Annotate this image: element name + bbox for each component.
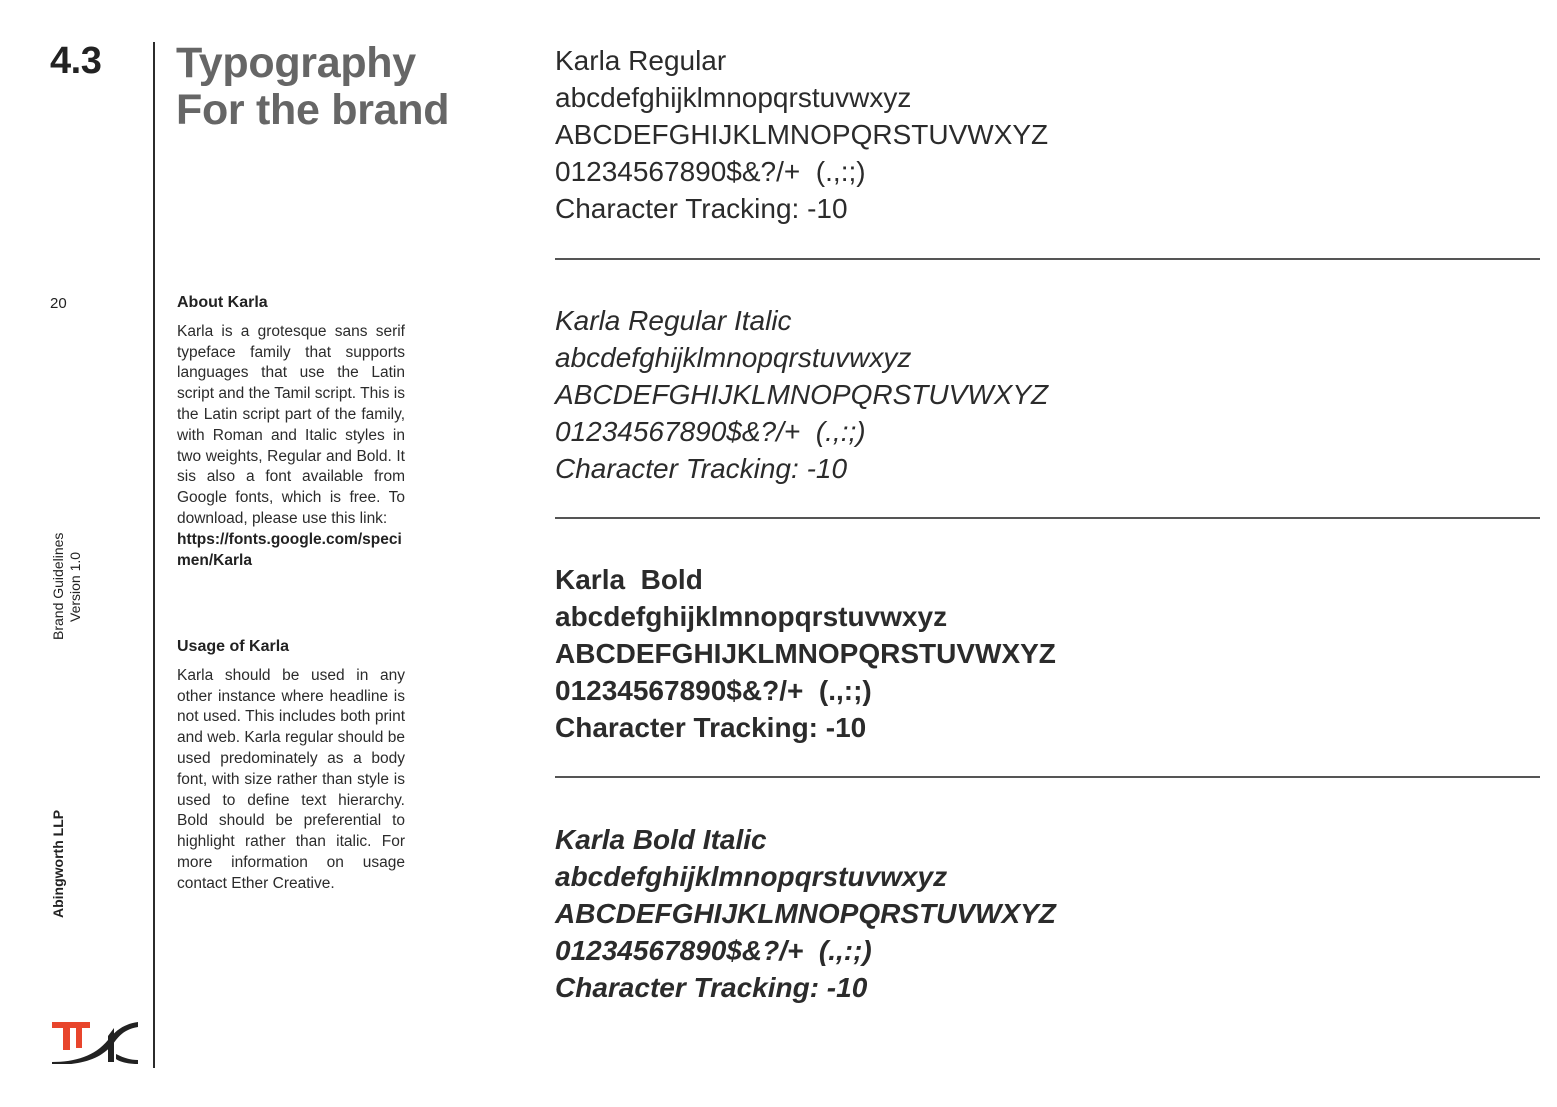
- about-section: [177, 293, 405, 571]
- specimen-numerals: 01234567890$&?/+ (.,:;): [555, 675, 872, 706]
- specimen-tracking: Character Tracking: -10: [555, 453, 848, 484]
- page-title: [176, 40, 449, 134]
- specimen-uppercase: ABCDEFGHIJKLMNOPQRSTUVWXYZ: [555, 898, 1056, 929]
- specimen-tracking: Character Tracking: -10: [555, 193, 848, 224]
- usage-heading: Usage of Karla: [177, 638, 290, 655]
- specimen-lowercase: abcdefghijklmnopqrstuvwxyz: [555, 342, 912, 373]
- vertical-divider: [153, 42, 155, 1068]
- specimen-numerals: 01234567890$&?/+ (.,:;): [555, 935, 872, 966]
- specimen-tracking: Character Tracking: -10: [555, 972, 868, 1003]
- about-body: [177, 322, 405, 572]
- company-name: Abingworth LLP: [50, 809, 66, 918]
- document-version: Version 1.0: [67, 551, 83, 622]
- specimen-regular: [555, 42, 1048, 227]
- specimen-tracking: Character Tracking: -10: [555, 712, 867, 743]
- divider: [555, 517, 1540, 519]
- divider: [555, 258, 1540, 260]
- section-number: 4.3: [50, 40, 102, 82]
- about-heading: About Karla: [177, 294, 268, 311]
- page-title-line-2: For the brand: [176, 86, 450, 134]
- specimen-lowercase: abcdefghijklmnopqrstuvwxyz: [555, 82, 912, 113]
- document-title: Brand Guidelines: [50, 532, 66, 640]
- page-title-line-1: Typography: [176, 39, 416, 87]
- specimen-numerals: 01234567890$&?/+ (.,:;): [555, 416, 866, 447]
- page-number: 20: [50, 295, 67, 312]
- document-label: [50, 533, 84, 640]
- google-fonts-link[interactable]: https://fonts.google.com/specimen/Karla: [177, 530, 402, 569]
- specimen-name: Karla Regular: [555, 45, 727, 76]
- specimen-uppercase: ABCDEFGHIJKLMNOPQRSTUVWXYZ: [555, 638, 1056, 669]
- specimen-bold: [555, 561, 1056, 746]
- specimen-uppercase: ABCDEFGHIJKLMNOPQRSTUVWXYZ: [555, 379, 1049, 410]
- abingworth-logo-icon: [50, 1018, 140, 1064]
- divider: [555, 776, 1540, 778]
- specimen-lowercase: abcdefghijklmnopqrstuvwxyz: [555, 861, 948, 892]
- specimen-bold-italic: [555, 821, 1056, 1006]
- specimen-numerals: 01234567890$&?/+ (.,:;): [555, 156, 866, 187]
- specimen-regular-italic: [555, 302, 1048, 487]
- specimen-lowercase: abcdefghijklmnopqrstuvwxyz: [555, 601, 948, 632]
- specimen-name: Karla Bold: [555, 564, 703, 595]
- specimen-name: Karla Bold Italic: [555, 824, 767, 855]
- about-body-text: Karla is a grotesque sans serif typeface family that supports languages that use the Latin script and the Tamil script. This is the Latin script part of the family, with Roman and Italic styles in two weights, Regular and Bold. It sis also a font available from Google fonts, which is free. To download, please use this link:: [177, 322, 405, 527]
- usage-body: Karla should be used in any other instance where headline is not used. This includes both print and web. Karla regular should be used predominately as a body font, with size rather than style is used to define text hierarchy. Bold should be preferential to highlight rather than italic. For more information on usage contact Ether Creative.: [177, 666, 405, 892]
- specimen-uppercase: ABCDEFGHIJKLMNOPQRSTUVWXYZ: [555, 119, 1049, 150]
- usage-section: [177, 637, 405, 895]
- specimen-name: Karla Regular Italic: [555, 305, 792, 336]
